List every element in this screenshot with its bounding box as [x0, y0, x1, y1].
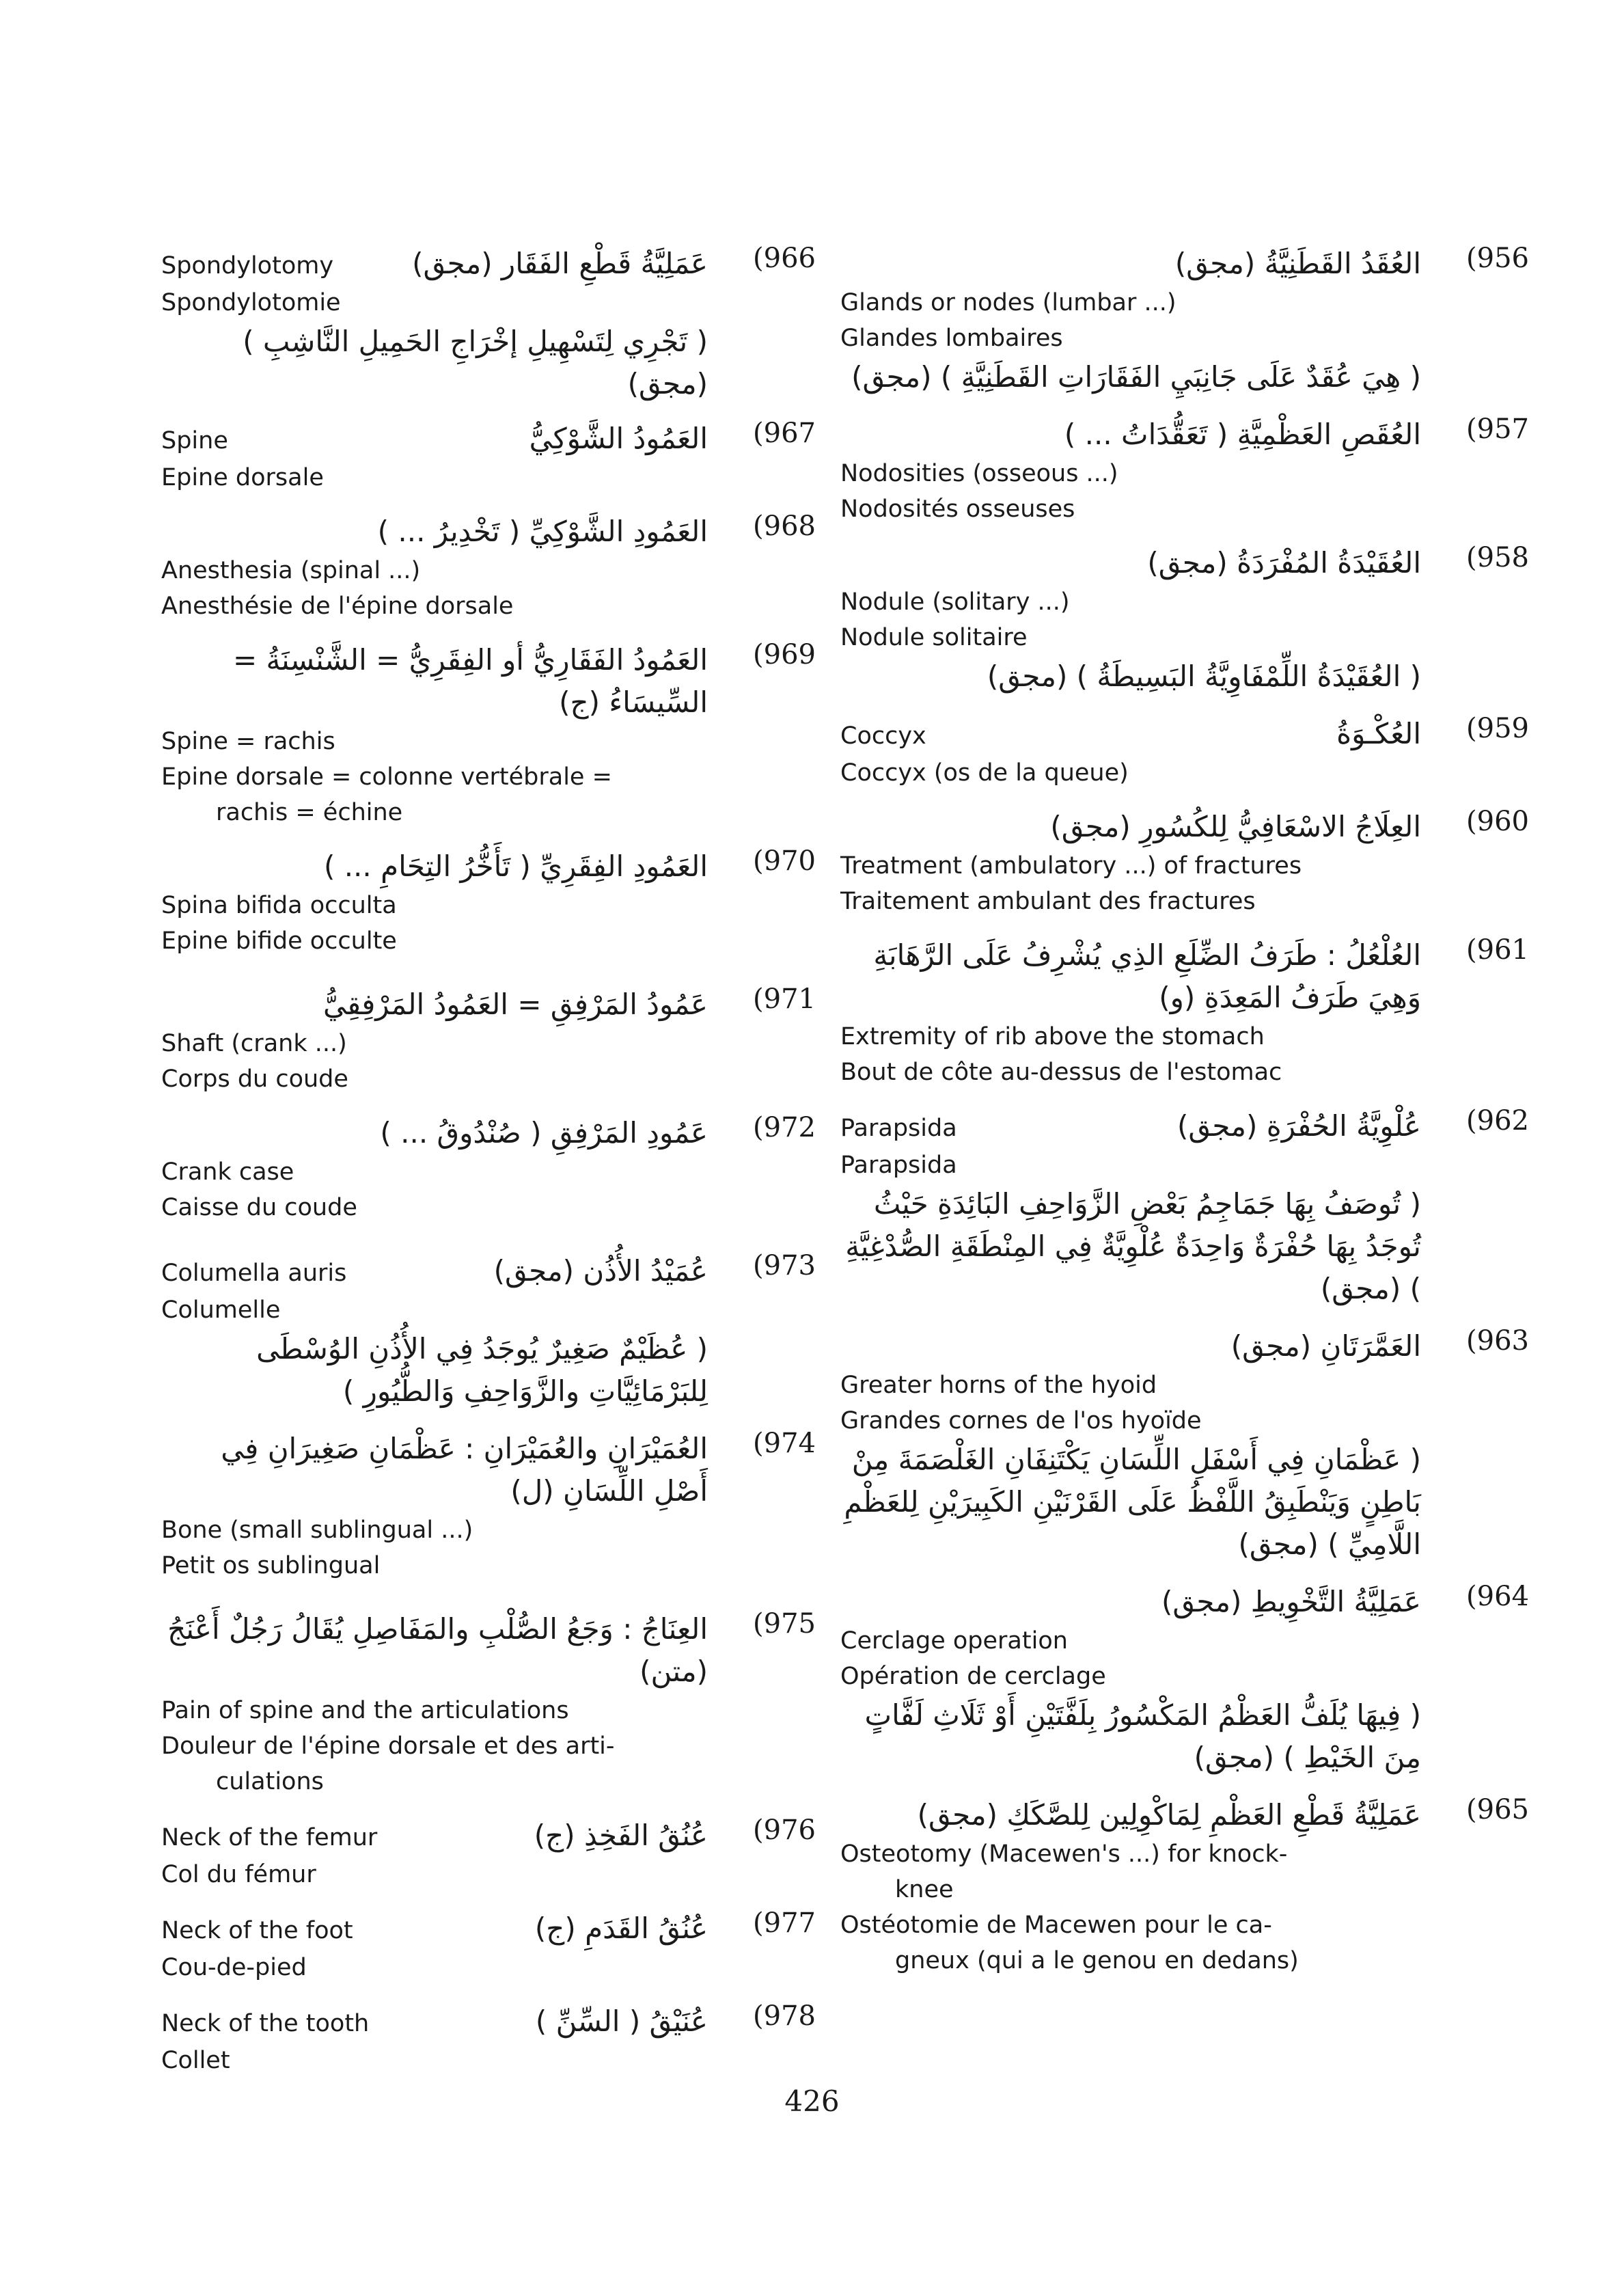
- entry-number: (965: [1466, 1794, 1529, 1825]
- french-term: Corps du coude: [161, 1065, 348, 1093]
- french-term: Glandes lombaires: [840, 325, 1063, 352]
- arabic-term: العِلَاجُ الاسْعَافِيُّ لِلكُسُورِ (مجق): [1050, 810, 1421, 843]
- entry-962: [840, 1105, 1529, 1310]
- entry-968: [161, 511, 816, 624]
- french-term: Epine bifide occulte: [161, 927, 397, 955]
- entry-headline: [161, 243, 810, 285]
- entry-headline: [161, 418, 810, 460]
- arabic-note: ( العُقَيْدَةُ اللِّمْفَاوِيَّةُ البَسِيطَةُ ) (مجق): [987, 660, 1421, 693]
- entry-number: (958: [1466, 542, 1529, 573]
- left-column: [161, 243, 816, 2093]
- english-term: Columella auris: [161, 1260, 347, 1287]
- arabic-term: عُنُقُ القَدَمِ (ج): [534, 1912, 708, 1945]
- english-term: Treatment (ambulatory ...) of fractures: [840, 852, 1302, 880]
- entry-974: [161, 1428, 816, 1583]
- entry-958: [840, 542, 1529, 698]
- arabic-term: العُقَصِ العَظْمِيَّةِ ( تَعَقُّدَاتُ ... ): [1064, 418, 1421, 451]
- arabic-note: ( هِيَ عُقَدٌ عَلَى جَانِبَيِ الفَقَارَاتِ القَطَنِيَّةِ ) (مجق): [851, 360, 1421, 394]
- entry-number: (971: [753, 983, 816, 1015]
- right-column: [840, 243, 1529, 1994]
- french-term: Anesthésie de l'épine dorsale: [161, 593, 514, 620]
- french-term: Nodosités osseuses: [840, 495, 1075, 523]
- english-term: Spine = rachis: [161, 728, 335, 755]
- entry-headline: [161, 1907, 810, 1950]
- french-term: Spondylotomie: [161, 289, 341, 316]
- english-term: Spine: [161, 427, 228, 454]
- entry-headline: [840, 1105, 1524, 1147]
- french-term: Grandes cornes de l'os hyoïde: [840, 1407, 1202, 1435]
- arabic-term: العُكْـوَةُ: [1336, 717, 1421, 750]
- english-term: Anesthesia (spinal ...): [161, 557, 421, 584]
- english-term: Bone (small sublingual ...): [161, 1517, 473, 1544]
- arabic-term: العَمُودُ الفَقَارِيُّ أو الفِقَرِيُّ = الشَّنْسِنَةُ = السِّيسَاءُ (ج): [232, 643, 708, 719]
- entry-number: (956: [1466, 243, 1529, 274]
- arabic-note: ( فِيهَا يُلَفُّ العَظْمُ المَكْسُورُ بِلَفَّتَيْنِ أَوْ ثَلَاثِ لَفَّاتٍ مِنَ الخَيْطِ ) (مجق): [864, 1698, 1421, 1774]
- arabic-note: ( عَظْمَانِ فِي أَسْفَلِ اللِّسَانِ يَكْتَنِفَانِ الغَلْصَمَةَ مِنْ بَاطِنٍ وَيَنْطَبِقُ اللَّفْظُ عَلَى القَرْنَيْنِ الكَبِيرَيْنِ لِلعَظْمِ اللَّامِيِّ ) (مجق): [844, 1443, 1421, 1561]
- entry-number: (975: [753, 1608, 816, 1640]
- french-term: Columelle: [161, 1296, 281, 1324]
- entry-957: [840, 413, 1529, 527]
- entry-headline: [161, 1250, 810, 1292]
- arabic-term: العُلْعُلُ : طَرَفُ الضِّلَعِ الذِي يُشْرِفُ عَلَى الرَّهَابَةِ وَهِيَ طَرَفُ المَعِدَةِ (و): [873, 938, 1421, 1014]
- entry-number: (974: [753, 1428, 816, 1459]
- french-term: Coccyx (os de la queue): [840, 759, 1129, 787]
- french-term: Caisse du coude: [161, 1194, 357, 1221]
- english-term: Cerclage operation: [840, 1627, 1068, 1655]
- entry-977: [161, 1907, 816, 1985]
- entry-number: (963: [1466, 1325, 1529, 1357]
- french-term: Ostéotomie de Macewen pour le ca-: [840, 1912, 1272, 1939]
- entry-headline: [161, 1814, 810, 1857]
- entry-975: [161, 1608, 816, 1799]
- english-term: Nodule (solitary ...): [840, 588, 1070, 616]
- french-term: Traitement ambulant des fractures: [840, 888, 1256, 915]
- french-term: Nodule solitaire: [840, 624, 1028, 651]
- entry-966: [161, 243, 816, 405]
- arabic-note: ( تَجْرِي لِتَسْهِيلِ إخْرَاجِ الحَمِيلِ النَّاشِبِ ) (مجق): [243, 325, 708, 400]
- entry-963: [840, 1325, 1529, 1566]
- arabic-term: عَمَلِيَّةُ قَطْعِ الفَقَار (مجق): [412, 247, 708, 280]
- arabic-term: عَمُودِ المَرْفِقِ ( صُنْدُوقُ ... ): [380, 1116, 708, 1150]
- arabic-term: عُمَيْدُ الأُذُن (مجق): [493, 1254, 708, 1288]
- french-term: Parapsida: [840, 1152, 957, 1179]
- english-term: Pain of spine and the articulations: [161, 1697, 569, 1724]
- french-term: Cou-de-pied: [161, 1954, 307, 1981]
- english-term: Coccyx: [840, 722, 926, 750]
- entry-969: [161, 639, 816, 830]
- french-term: Bout de côte au-dessus de l'estomac: [840, 1059, 1282, 1086]
- french-term: Col du fémur: [161, 1861, 316, 1888]
- english-term: Shaft (crank ...): [161, 1030, 347, 1057]
- entry-number: (978: [753, 2000, 816, 2032]
- english-term: Spondylotomy: [161, 252, 334, 280]
- entry-number: (957: [1466, 413, 1529, 445]
- french-term: Collet: [161, 2047, 230, 2074]
- entry-961: [840, 934, 1529, 1090]
- english-term: Osteotomy (Macewen's ...) for knock-: [840, 1840, 1288, 1868]
- entry-965: [840, 1794, 1529, 1979]
- english-term: Greater horns of the hyoid: [840, 1372, 1157, 1399]
- arabic-term: العُقَيْدَةُ المُفْرَدَةُ (مجق): [1147, 546, 1421, 580]
- entry-967: [161, 418, 816, 495]
- arabic-term: العُمَيْرَانِ والعُمَيْرَانِ : عَظْمَانِ صَغِيرَانِ فِي أَصْلِ اللِّسَانِ (ل): [221, 1432, 708, 1508]
- arabic-term: عُلْوِيَّةُ الحُفْرَةِ (مجق): [1177, 1109, 1421, 1143]
- arabic-note: ( تُوصَفُ بِهَا جَمَاجِمُ بَعْضِ الزَّوَاحِفِ البَائِدَةِ حَيْثُ تُوجَدُ بِهَا حُفْرَةٌ وَاحِدَةٌ عُلْوِيَّةٌ فِي المِنْطَقَةِ الصُّدْغِيَّةِ ) (مجق): [845, 1187, 1421, 1305]
- entry-960: [840, 806, 1529, 919]
- arabic-term: العَمُودِ الفِقَرِيِّ ( تَأَخُّرُ التِحَامِ ... ): [323, 849, 708, 883]
- arabic-term: العُقَدُ القَطَنِيَّةُ (مجق): [1174, 247, 1421, 280]
- entry-number: (972: [753, 1112, 816, 1143]
- entry-973: [161, 1250, 816, 1413]
- arabic-term: عُنُقُ الفَخِذِ (ج): [534, 1819, 708, 1852]
- entry-number: (964: [1466, 1581, 1529, 1612]
- french-term: Douleur de l'épine dorsale et des arti-: [161, 1732, 615, 1760]
- arabic-term: العَمَّرَتَانِ (مجق): [1230, 1329, 1421, 1363]
- entry-headline: [840, 713, 1524, 755]
- arabic-note: ( عُظَيْمٌ صَغِيرٌ يُوجَدُ فِي الأُذُنِ الوُسْطَى لِلبَرْمَائِيَّاتِ والزَّوَاحِفِ وَالطُّيُورِ ): [256, 1332, 708, 1408]
- page-number: 426: [784, 2084, 840, 2118]
- entry-number: (977: [753, 1907, 816, 1939]
- entry-964: [840, 1581, 1529, 1779]
- entry-956: [840, 243, 1529, 398]
- entry-number: (959: [1466, 713, 1529, 744]
- entry-959: [840, 713, 1529, 791]
- french-term-continued: gneux (qui a le genou en dedans): [895, 1947, 1299, 1974]
- arabic-term: العَمُودِ الشَّوْكِيِّ ( تَخْدِيرُ ... ): [377, 515, 708, 548]
- english-term: Neck of the foot: [161, 1917, 353, 1944]
- english-term-continued: knee: [895, 1876, 954, 1903]
- entry-headline: [161, 2000, 810, 2043]
- entry-number: (966: [753, 243, 816, 274]
- english-term: Neck of the tooth: [161, 2010, 370, 2037]
- arabic-term: العِنَاجُ : وَجَعُ الصُّلْبِ والمَفَاصِلِ يُقَالُ رَجُلٌ أَعْنَجُ (متن): [167, 1612, 708, 1688]
- entry-970: [161, 845, 816, 959]
- arabic-term: عَمَلِيَّةُ التَّخْوِيطِ (مجق): [1161, 1585, 1421, 1618]
- entry-number: (969: [753, 639, 816, 670]
- english-term: Neck of the femur: [161, 1824, 378, 1851]
- english-term: Nodosities (osseous ...): [840, 460, 1118, 487]
- arabic-term: عَمُودُ المَرْفِقِ = العَمُودُ المَرْفِقِيُّ: [322, 988, 708, 1021]
- english-term: Crank case: [161, 1158, 294, 1186]
- entry-number: (960: [1466, 806, 1529, 837]
- entry-972: [161, 1112, 816, 1225]
- french-term: Opération de cerclage: [840, 1663, 1106, 1690]
- french-term: Epine dorsale = colonne vertébrale =: [161, 763, 612, 791]
- french-term: Petit os sublingual: [161, 1552, 381, 1579]
- english-term: Extremity of rib above the stomach: [840, 1023, 1265, 1050]
- french-term-continued: rachis = échine: [216, 799, 403, 826]
- arabic-term: العَمُودُ الشَّوْكِيُّ: [529, 422, 708, 455]
- entry-978: [161, 2000, 816, 2078]
- arabic-term: عُنَيْقُ ( السِّنِّ ): [535, 2004, 708, 2038]
- english-term: Spina bifida occulta: [161, 892, 397, 919]
- french-term-continued: culations: [216, 1768, 324, 1795]
- entry-number: (973: [753, 1250, 816, 1281]
- entry-976: [161, 1814, 816, 1892]
- english-term: Glands or nodes (lumbar ...): [840, 289, 1176, 316]
- entry-number: (967: [753, 418, 816, 449]
- entry-number: (962: [1466, 1105, 1529, 1137]
- arabic-term: عَمَلِيَّةُ قَطْعِ العَظْمِ لِمَاكْوِلِين لِلصَّكَكِ (مجق): [917, 1798, 1421, 1832]
- entry-number: (968: [753, 511, 816, 542]
- entry-number: (970: [753, 845, 816, 877]
- french-term: Epine dorsale: [161, 464, 324, 491]
- english-term: Parapsida: [840, 1115, 957, 1142]
- entry-number: (961: [1466, 934, 1529, 966]
- entry-number: (976: [753, 1814, 816, 1846]
- entry-971: [161, 983, 816, 1097]
